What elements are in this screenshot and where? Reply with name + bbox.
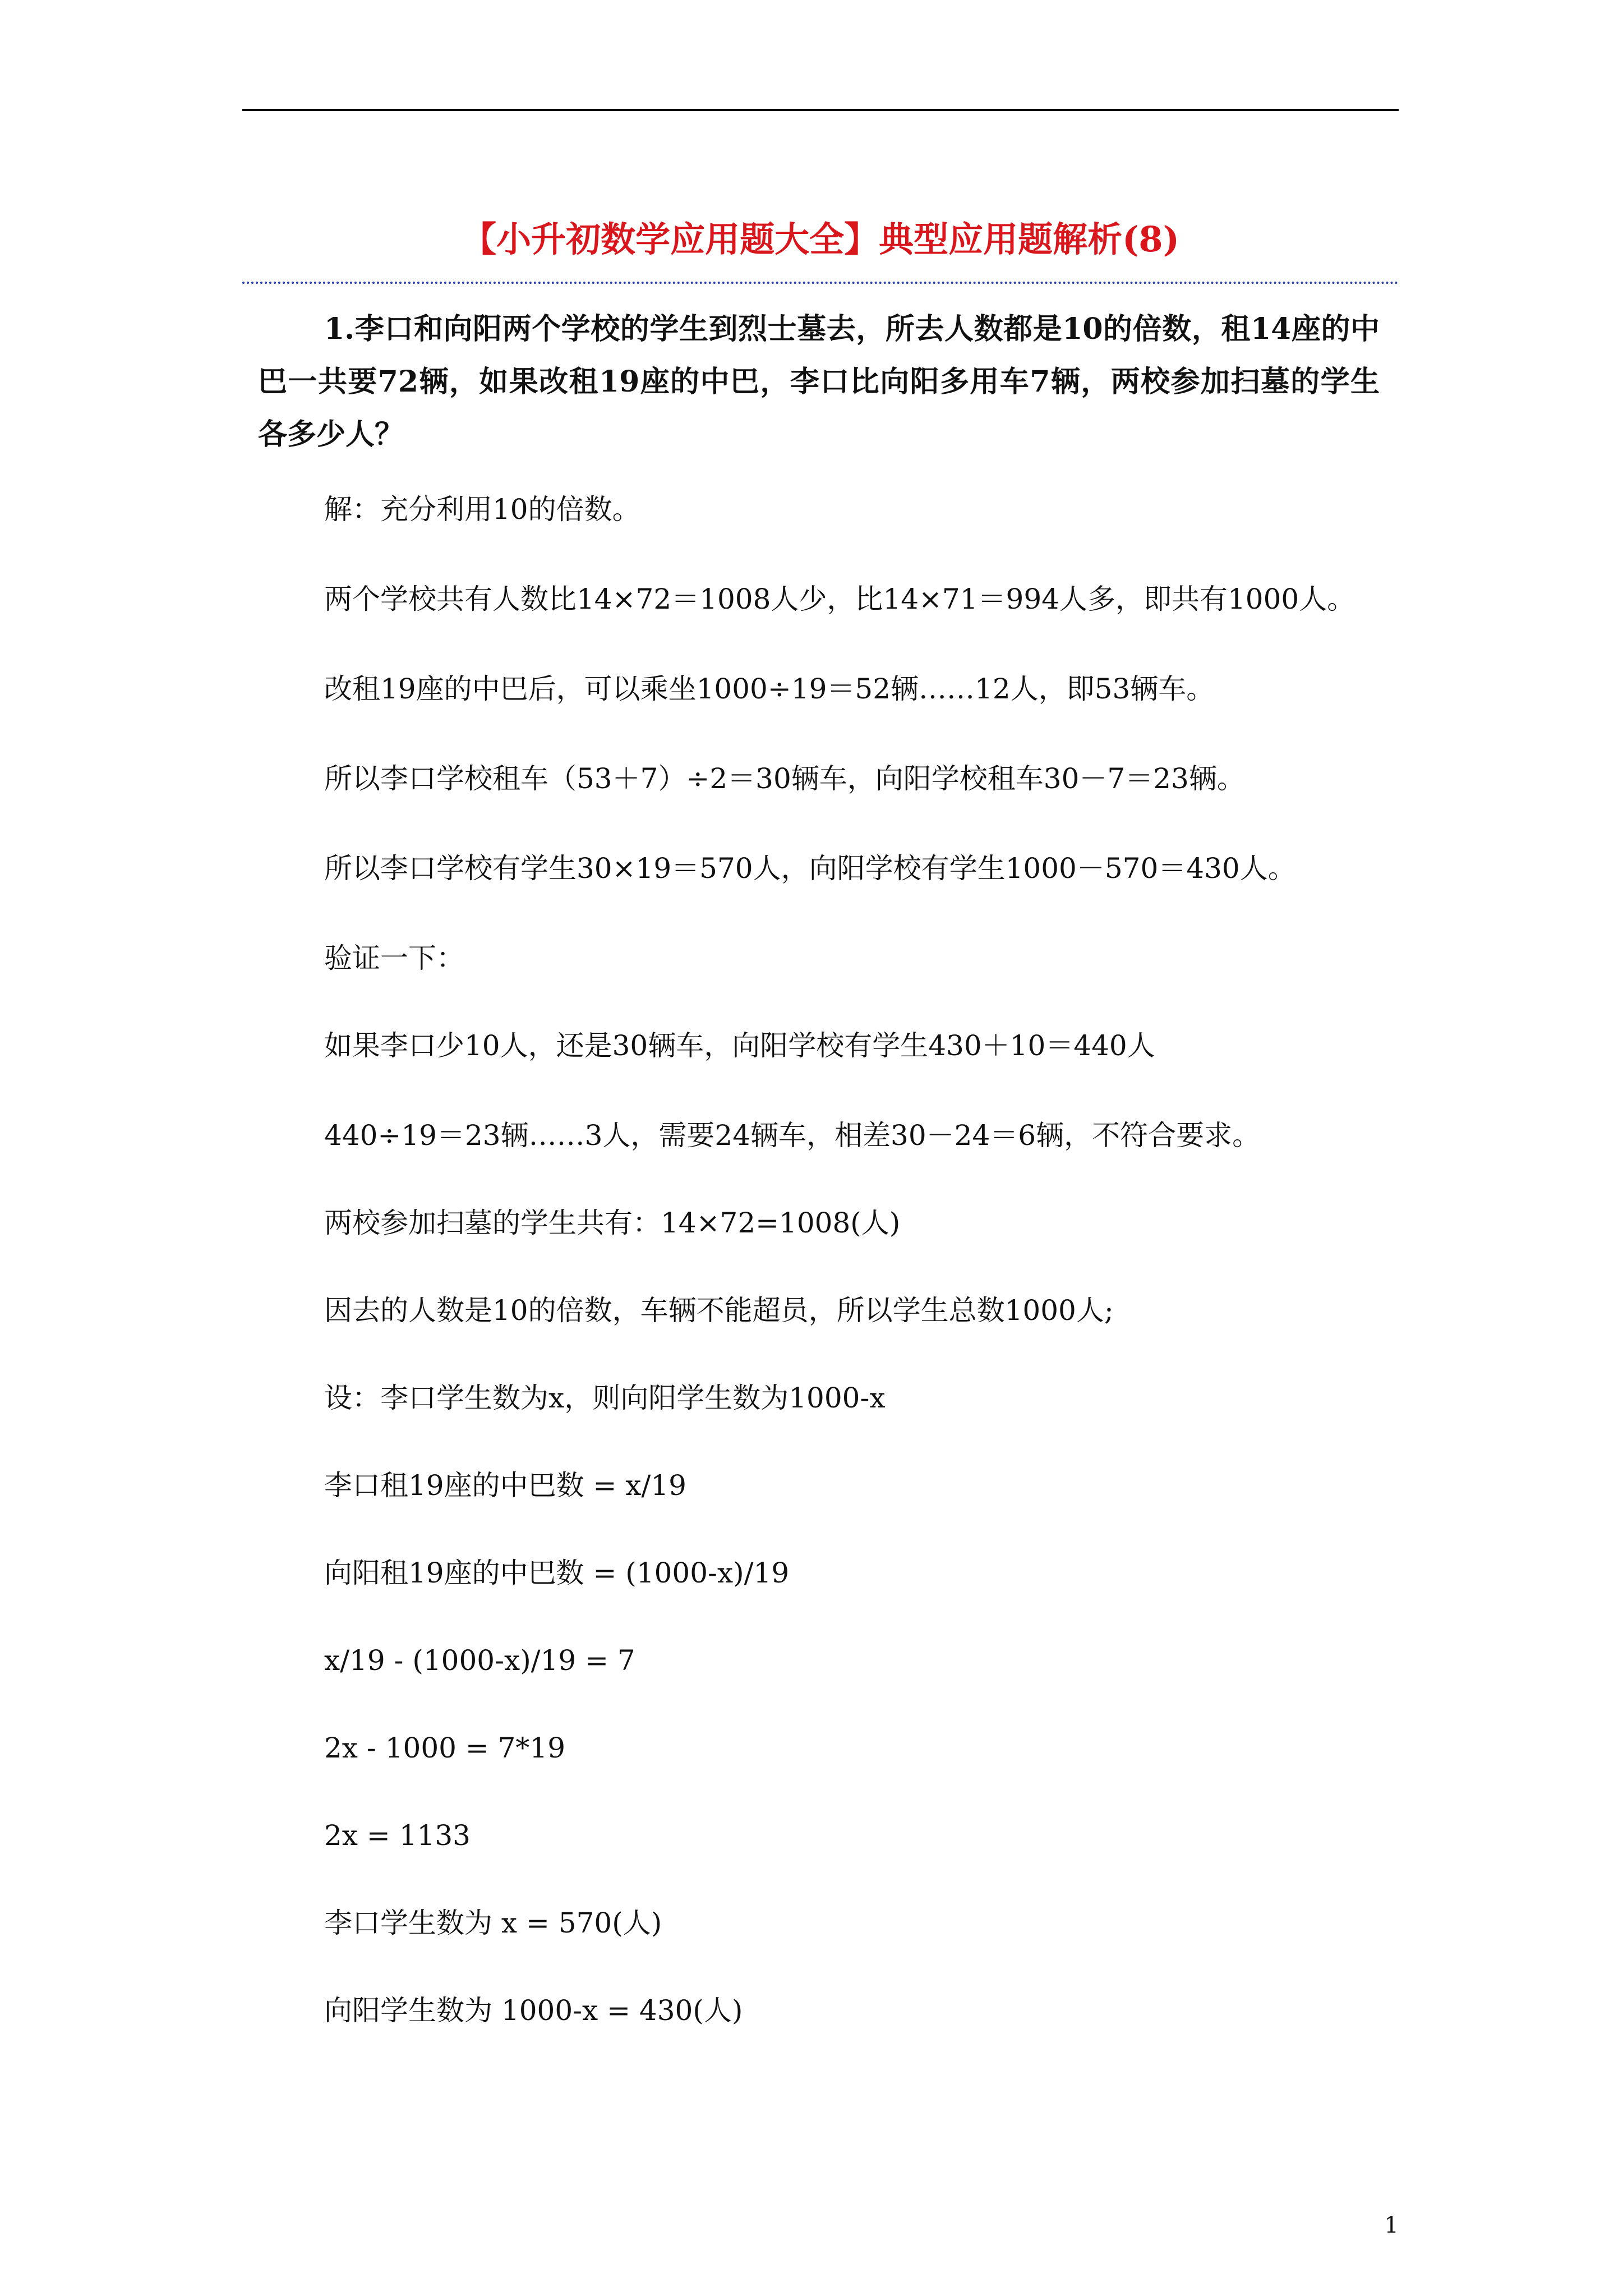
header-rule xyxy=(242,109,1399,111)
solution-line: 所以李口学校租车（53＋7）÷2＝30辆车，向阳学校租车30－7＝23辆。 xyxy=(324,762,1245,795)
solution-line: x/19 - (1000-x)/19 = 7 xyxy=(324,1644,635,1677)
solution-line: 解：充分利用10的倍数。 xyxy=(324,493,640,526)
page-title: 【小升初数学应用题大全】典型应用题解析(8) xyxy=(462,219,1179,260)
question-text: 1.李口和向阳两个学校的学生到烈士墓去，所去人数都是10的倍数，租14座的中巴一共要72辆，如果改租19座的中巴，李口比向阳多用车7辆，两校参加扫墓的学生各多少人？ xyxy=(258,312,1380,452)
solution-line: 两校参加扫墓的学生共有：14×72=1008(人) xyxy=(324,1207,901,1239)
solution-line: 2x - 1000 = 7*19 xyxy=(324,1732,566,1764)
solution-line: 2x = 1133 xyxy=(324,1819,471,1852)
solution-line: 向阳学生数为 1000-x = 430(人) xyxy=(324,1994,743,2027)
solution-line: 设：李口学生数为x，则向阳学生数为1000-x xyxy=(324,1382,886,1414)
solution-line: 440÷19＝23辆……3人，需要24辆车，相差30－24＝6辆，不符合要求。 xyxy=(324,1119,1261,1152)
solution-line: 向阳租19座的中巴数 = (1000-x)/19 xyxy=(324,1557,790,1589)
solution-line: 李口租19座的中巴数 = x/19 xyxy=(324,1469,686,1502)
solution-line: 李口学生数为 x = 570(人) xyxy=(324,1907,662,1939)
title-divider xyxy=(242,282,1399,284)
solution-line: 如果李口少10人，还是30辆车，向阳学校有学生430＋10＝440人 xyxy=(324,1029,1155,1062)
solution-line: 两个学校共有人数比14×72＝1008人少，比14×71＝994人多，即共有1000人。 xyxy=(324,583,1355,615)
solution-line: 因去的人数是10的倍数，车辆不能超员，所以学生总数1000人; xyxy=(324,1294,1114,1327)
page-number: 1 xyxy=(1384,2212,1399,2238)
solution-line: 所以李口学校有学生30×19＝570人，向阳学校有学生1000－570＝430人。 xyxy=(324,852,1296,885)
solution-line: 验证一下： xyxy=(324,942,464,974)
solution-line: 改租19座的中巴后，可以乘坐1000÷19＝52辆……12人，即53辆车。 xyxy=(324,673,1215,705)
